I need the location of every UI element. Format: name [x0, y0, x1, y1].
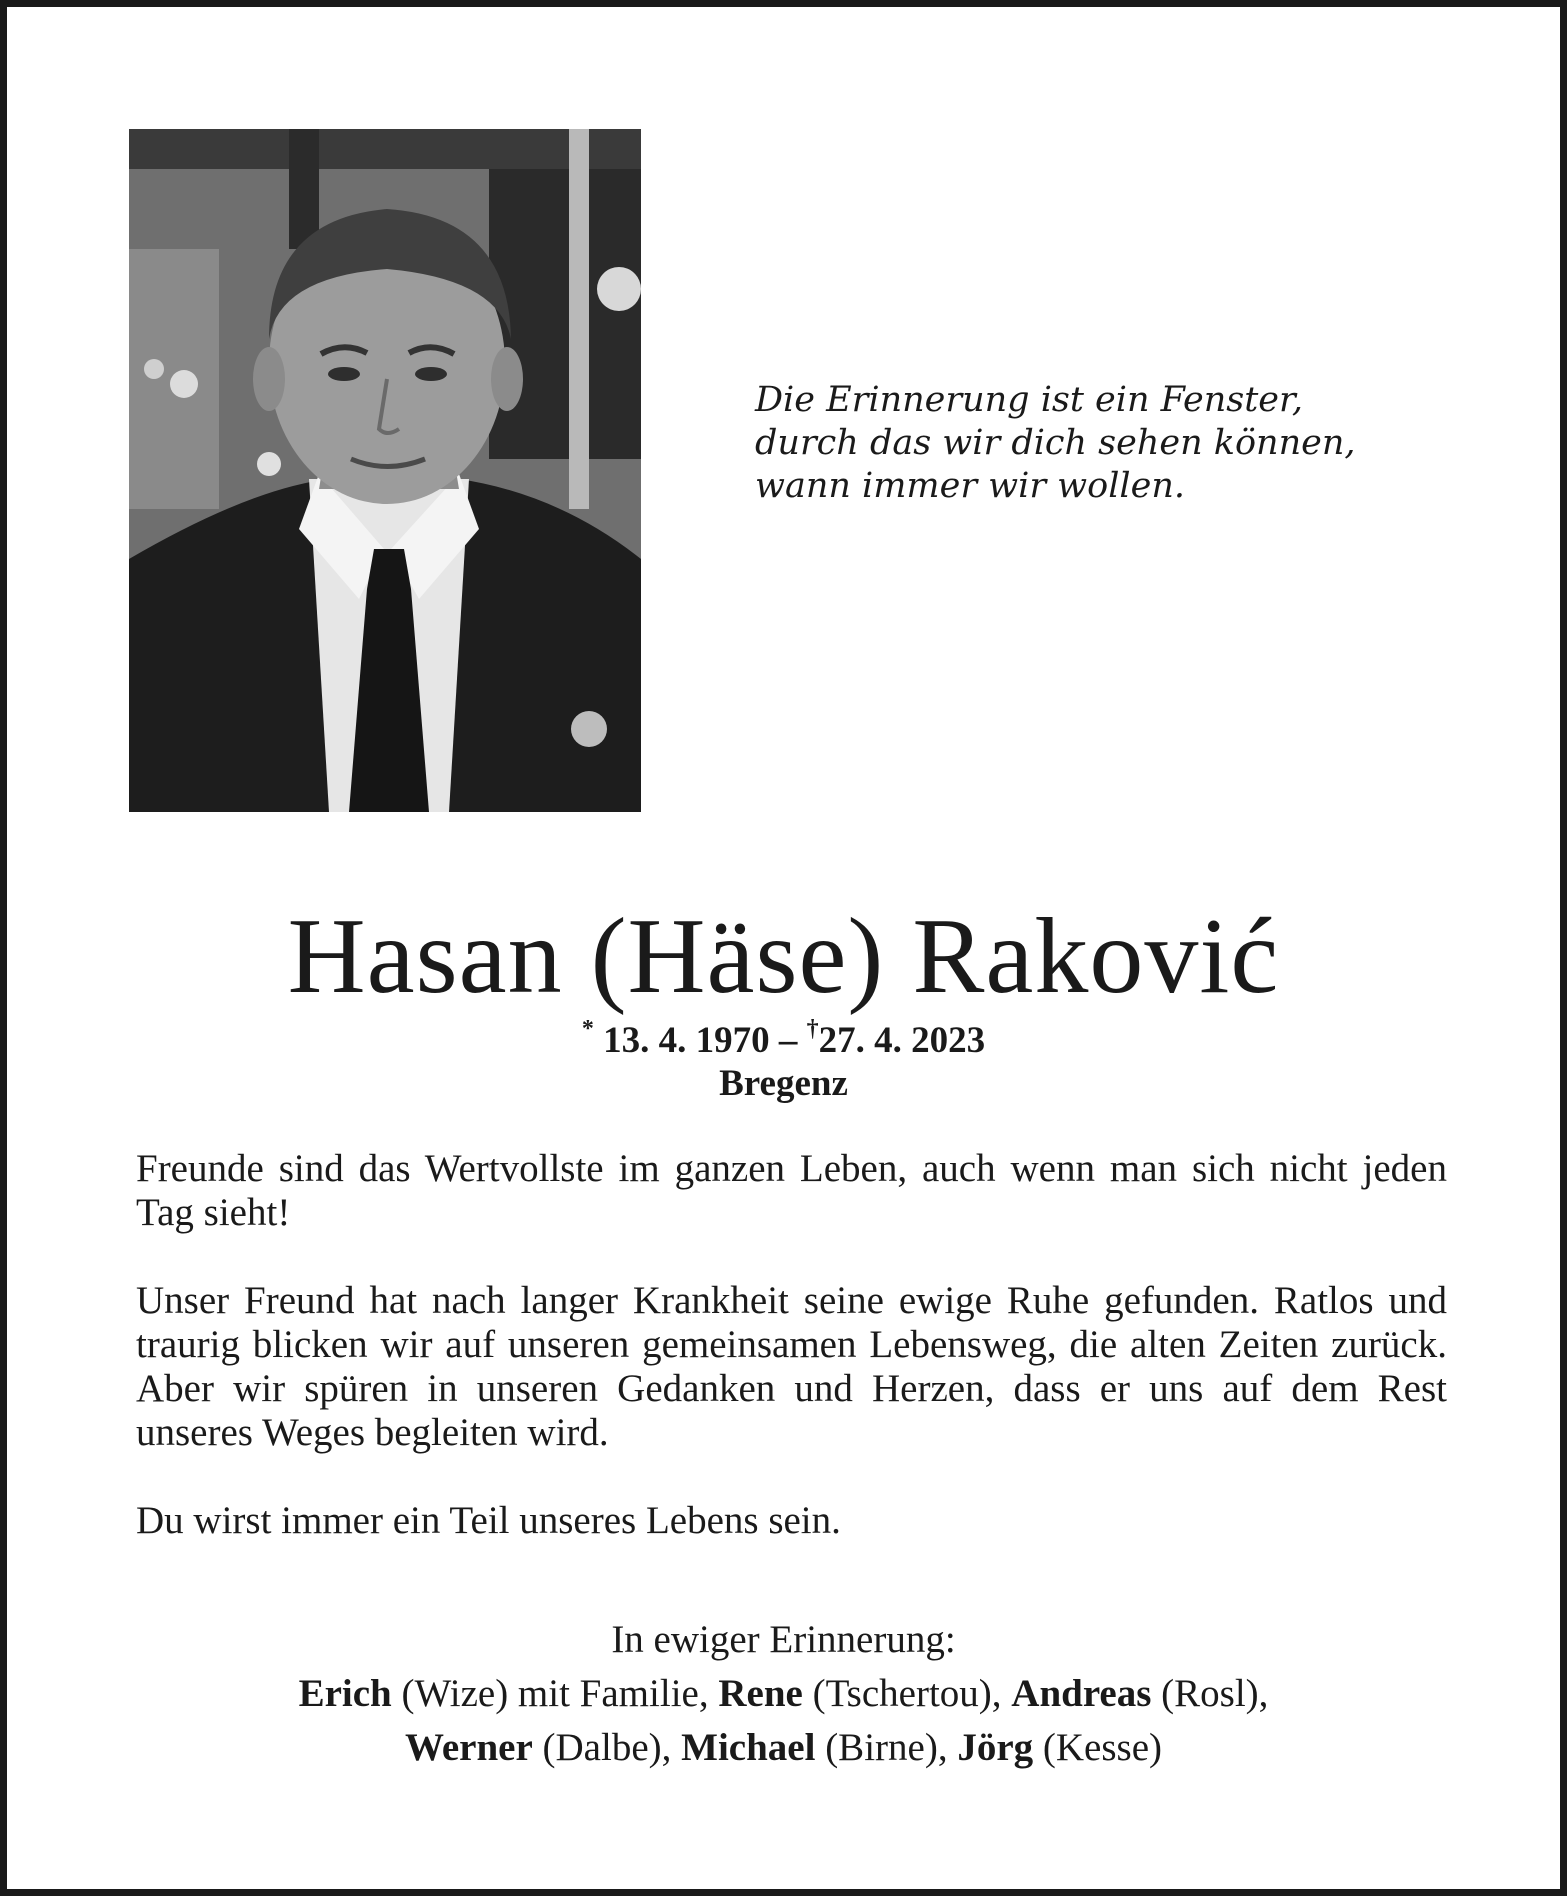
motto-line: wann immer wir wollen.: [755, 466, 1185, 506]
life-dates: [7, 1016, 1560, 1063]
mourners-line-2: [7, 1721, 1560, 1775]
mourner-nick: (Dalbe): [542, 1726, 662, 1769]
birth-star-icon: *: [581, 1016, 594, 1042]
body-text: [136, 1147, 1447, 1543]
motto-line: durch das wir dich sehen können,: [755, 423, 1356, 463]
portrait-photo: [129, 129, 641, 812]
date-separator: –: [778, 1020, 798, 1061]
motto-line: Die Erinnerung ist ein Fenster,: [755, 380, 1304, 420]
mourner-name: Werner: [405, 1726, 533, 1769]
birth-date: 13. 4. 1970: [603, 1020, 770, 1061]
motto-quote: [755, 379, 1475, 508]
mourner-name: Rene: [718, 1672, 803, 1715]
mourner-name: Jörg: [957, 1726, 1034, 1769]
deceased-name: Hasan (Häse) Raković: [287, 897, 1280, 1016]
mourner-name: Andreas: [1011, 1672, 1152, 1715]
mourner-sep: ,: [991, 1672, 1012, 1715]
death-cross-icon: †: [806, 1016, 819, 1042]
mourner-nick: (Tschertou): [812, 1672, 992, 1715]
mourner-sep: ,: [661, 1726, 682, 1769]
place-of-residence: Bregenz: [719, 1063, 848, 1104]
mourner-nick: (Wize) mit Familie: [401, 1672, 699, 1715]
mourners-line-1: [7, 1667, 1560, 1721]
mourner-name: Michael: [681, 1726, 816, 1769]
closing-intro: In ewiger Erinnerung:: [611, 1618, 956, 1661]
mourner-name: Erich: [298, 1672, 392, 1715]
body-paragraph: Freunde sind das Wertvollste im ganzen Leben, auch wenn man sich nicht jeden Tag sieht!: [136, 1147, 1447, 1234]
mourner-nick: (Kesse): [1042, 1726, 1162, 1769]
portrait-illustration: [129, 129, 641, 812]
closing-block: [7, 1613, 1560, 1775]
mourner-sep: ,: [698, 1672, 719, 1715]
mourner-nick: (Birne): [825, 1726, 938, 1769]
death-date: 27. 4. 2023: [818, 1020, 986, 1061]
mourner-nick: (Rosl): [1161, 1672, 1259, 1715]
mourner-sep: ,: [1258, 1672, 1269, 1715]
body-paragraph: Du wirst immer ein Teil unseres Lebens sein.: [136, 1499, 841, 1542]
body-paragraph: Unser Freund hat nach langer Krankheit seine ewige Ruhe gefunden. Ratlos und traurig blicken wir auf unseren gemeinsamen Lebensweg, die alten Zeiten zurück. Aber wir spüren in unseren Gedanken und Herzen, dass er uns auf dem Rest unseres Weges begleiten wird.: [136, 1279, 1447, 1454]
mourner-sep: ,: [937, 1726, 958, 1769]
